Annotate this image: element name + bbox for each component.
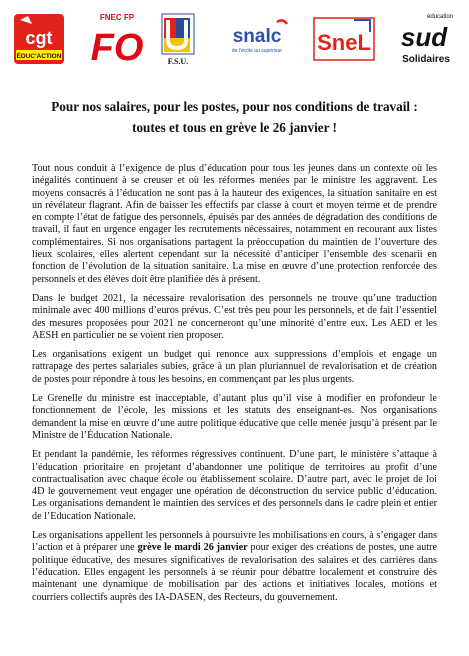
snes-logo <box>310 10 378 68</box>
fo-logo-text: FO <box>90 27 144 68</box>
fsu-logo-text: F.S.U. <box>167 57 189 66</box>
snes-logo-text: SneL <box>317 30 371 55</box>
fo-logo-top-text: FNEC FP <box>99 13 135 22</box>
title-line-2: toutes et tous en grève le 26 janvier ! <box>132 120 337 135</box>
document-body <box>32 163 437 611</box>
paragraph-1: Tout nous conduit à l’exigence de plus d’éducation pour tous les jeunes dans un contexte où les inégalités continuent à se creuser et où les réformes menées par le ministre les aggravent. Les moyens consacrés à l’éducation ne sont pas à la hauteur des exigences, la situation sanitaire en est un révélateur flagrant. Afin de baisser les effectifs par classe à court et moyen terme et de prendre en compte l’état de fatigue des personnels, épuisés par des années de dégradation des conditions de travail, il faut en urgence engager les recrutements nécessaires, notamment en recourant aux listes complémentaires. Si nos organisations partagent la préoccupation du maintien de l’ouverture des lieux scolaires, elles alertent cependant sur la nécessité d’anticiper l’ensemble des scenarii en fonction de l’évolution de la situation sanitaire. La mise en œuvre d’une protection renforcée des personnels et des élèves doit être planifiée dès à présent. <box>32 163 437 285</box>
cgt-logo-text: cgt <box>25 28 53 48</box>
sud-logo-subtext: Solidaires <box>402 54 450 65</box>
sud-logo-top-text: éducation <box>426 14 454 20</box>
paragraph-6-end: pour exiger des créations de postes, une autre politique éducative, des mesures significatives de revalorisation des salaires et des carrières dans l’éducation. Elles engagent les personnels à se réunir pour débattre localement et construire dès maintenant une dynamique de mobilisation par des actions et initiatives locales, motions et courriers collectifs auprès des IA-DASEN, des Recteurs, du gouvernement. <box>32 542 438 603</box>
fo-logo <box>86 10 148 68</box>
union-logos <box>8 10 461 68</box>
snalc-logo <box>221 10 293 68</box>
cgt-logo-subtext: ÉDUC'ACTION <box>16 53 62 60</box>
sud-logo <box>396 10 456 68</box>
paragraph-4: Le Grenelle du ministre est inacceptable, d’autant plus qu’il vise à modifier en profondeur le fonctionnement de l’école, les missions et les statuts des enseignant-es. Nos organisations demandent la mise en œuvre d’une autre politique éducative que celle menée jusqu’à présent par le Ministre de l’Éducation Nationale. <box>32 393 437 441</box>
fsu-logo <box>158 10 198 68</box>
strike-date: grève le mardi 26 janvier <box>137 542 248 554</box>
snalc-logo-subtext: de l'école au supérieur <box>231 48 283 54</box>
title-line-1: Pour nos salaires, pour les postes, pour nos conditions de travail : <box>51 99 418 114</box>
snalc-logo-text: snalc <box>232 26 282 47</box>
document-title <box>20 96 449 138</box>
paragraph-3: Les organisations exigent un budget qui renonce aux suppressions d’emplois et engage un rattrapage des pertes salariales subies, grâce à un plan pluriannuel de revalorisation et de création de postes pour répondre à tous les besoins, en commençant par les plus urgents. <box>32 349 437 385</box>
paragraph-6-start: Les organisations appellent les personnels à poursuivre les mobilisations en cours, à s’engager dans l’action et à préparer une <box>32 530 437 554</box>
cgt-logo <box>12 10 66 68</box>
paragraph-5: Et pendant la pandémie, les réformes régressives continuent. D’une part, le ministère s’attaque à l’éducation prioritaire en projetant d’abandonner une politique de territoires au profit d’une contractualisation avec chaque école ou établissement scolaire. D’autre part, avec le projet de loi 4D le gouvernement veut engager une opération de déconstruction du service public d’éducation. Les organisations demandent le maintien des services et des personnels dans le cadre plein et entier de l’Education Nationale. <box>32 449 437 522</box>
paragraph-2: Dans le budget 2021, la nécessaire revalorisation des personnels ne trouve qu’une traduction minimale avec 400 millions d’euros prévus. C’est très peu pour les personnels, et de fait l’essentiel des mesures proposées pour 2021 ne concerneront qu’une minorité d’entre eux. Les AED et les AESH en particulier ne se voient rien proposer. <box>32 292 437 341</box>
sud-logo-text: sud <box>400 22 448 52</box>
paragraph-6 <box>32 530 437 604</box>
